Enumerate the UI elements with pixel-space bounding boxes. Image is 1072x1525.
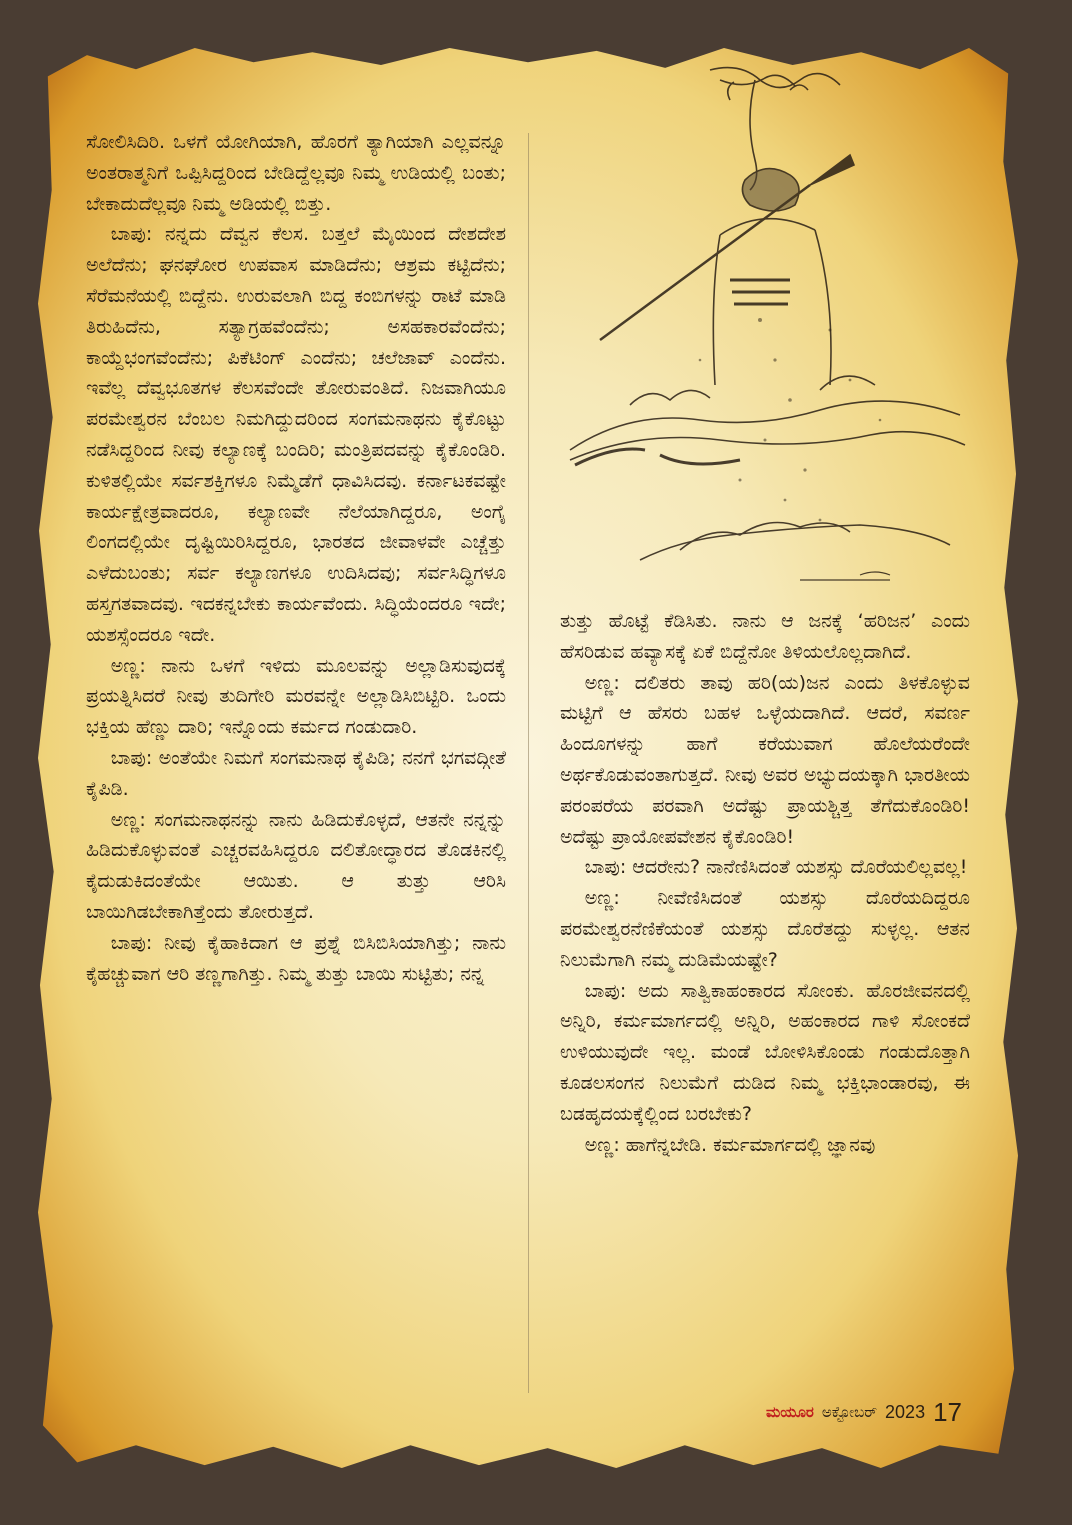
paragraph: ಅಣ್ಣ: ಹಾಗೆನ್ನಬೇಡಿ. ಕರ್ಮಮಾರ್ಗದಲ್ಲಿ ಜ್ಞಾನವು (584, 1133, 876, 1156)
paragraph: ತುತ್ತು ಹೊಟ್ಟೆ ಕೆಡಿಸಿತು. ನಾನು ಆ ಜನಕ್ಕೆ ‘ಹರಿಜನ’ ಎಂದು ಹೆಸರಿಡುವ ಹವ್ಯಾಸಕ್ಕೆ ಏಕೆ ಬಿದ್ದೆನೋ ತಿಳಿಯಲೊಲ್ಲದಾಗಿದೆ. (560, 610, 970, 663)
paragraph: ಅಣ್ಣ: ನೀವೆಣಿಸಿದಂತೆ ಯಶಸ್ಸು ದೊರೆಯದಿದ್ದರೂ ಪರಮೇಶ್ವರನೆಣಿಕೆಯಂತೆ ಯಶಸ್ಸು ದೊರೆತದ್ದು ಸುಳ್ಳಲ್ಲ. ಆತನ ನಿಲುಮೆಗಾಗಿ ನಮ್ಮ ದುಡಿಮೆಯಷ್ಟೇ? (560, 887, 970, 971)
shivalinga-illustration (560, 60, 970, 590)
paragraph: ಅಣ್ಣ: ನಾನು ಒಳಗೆ ಇಳಿದು ಮೂಲವನ್ನು ಅಲ್ಲಾಡಿಸುವುದಕ್ಕೆ ಪ್ರಯತ್ನಿಸಿದರೆ ನೀವು ತುದಿಗೇರಿ ಮರವನ್ನೇ ಅಲ್ಲಾಡಿಸಿಬಿಟ್ಟಿರಿ. ಒಂದು ಭಕ್ತಿಯ ಹೆಣ್ಣು ದಾರಿ; ಇನ್ನೊಂದು ಕರ್ಮದ ಗಂಡುದಾರಿ. (86, 654, 506, 739)
column-divider (528, 133, 529, 1393)
magazine-brand: ಮಯೂರ (766, 1403, 814, 1421)
page-footer (700, 1394, 962, 1430)
page-number: 17 (933, 1396, 962, 1427)
paragraph: ಬಾಪು: ಆದರೇನು? ನಾನೆಣಿಸಿದಂತೆ ಯಶಸ್ಸು ದೊರೆಯಲಿಲ್ಲವಲ್ಲ! (584, 856, 968, 879)
issue-month: ಅಕ್ಟೋಬರ್ (821, 1403, 878, 1421)
paragraph: ಸೋಲಿಸಿದಿರಿ. ಒಳಗೆ ಯೋಗಿಯಾಗಿ, ಹೊರಗೆ ತ್ಯಾಗಿಯಾಗಿ ಎಲ್ಲವನ್ನೂ ಅಂತರಾತ್ಮನಿಗೆ ಒಪ್ಪಿಸಿದ್ದರಿಂದ ಬೇಡಿದ್ದೆಲ್ಲವೂ ನಿಮ್ಮ ಉಡಿಯಲ್ಲಿ ಬಂತು; ಬೇಕಾದುದೆಲ್ಲವೂ ನಿಮ್ಮ ಅಡಿಯಲ್ಲಿ ಬಿತ್ತು. (86, 131, 506, 215)
issue-year: 2023 (885, 1401, 926, 1422)
paragraph: ಅಣ್ಣ: ದಲಿತರು ತಾವು ಹರಿ(ಯ)ಜನ ಎಂದು ತಿಳಕೊಳ್ಳುವ ಮಟ್ಟಿಗೆ ಆ ಹೆಸರು ಬಹಳ ಒಳ್ಳೆಯದಾಗಿದೆ. ಆದರೆ, ಸವರ್ಣ ಹಿಂದೂಗಳನ್ನು ಹಾಗೆ ಕರೆಯುವಾಗ ಹೊಲೆಯರೆಂದೇ ಅರ್ಥಕೊಡುವಂತಾಗುತ್ತದೆ. ನೀವು ಅವರ ಅಭ್ಯುದಯಕ್ಕಾಗಿ ಭಾರತೀಯ ಪರಂಪರೆಯ ಪರವಾಗಿ ಅದೆಷ್ಟು ಪ್ರಾಯಶ್ಚಿತ್ತ ತೆಗೆದುಕೊಂಡಿರಿ! ಅದೆಷ್ಟು ಪ್ರಾಯೋಪವೇಶನ ಕೈಕೊಂಡಿರಿ! (560, 671, 970, 848)
paragraph: ಬಾಪು: ನೀವು ಕೈಹಾಕಿದಾಗ ಆ ಪ್ರಶ್ನೆ ಬಿಸಿಬಿಸಿಯಾಗಿತ್ತು; ನಾನು ಕೈಹಚ್ಚುವಾಗ ಆರಿ ತಣ್ಣಗಾಗಿತ್ತು. ನಿಮ್ಮ ತುತ್ತು ಬಾಯಿ ಸುಟ್ಟಿತು; ನನ್ನ (86, 931, 506, 985)
paragraph: ಬಾಪು: ಅದು ಸಾತ್ವಿಕಾಹಂಕಾರದ ಸೋಂಕು. ಹೊರಜೀವನದಲ್ಲಿ ಅನ್ನಿರಿ, ಕರ್ಮಮಾರ್ಗದಲ್ಲಿ ಅನ್ನಿರಿ, ಅಹಂಕಾರದ ಗಾಳಿ ಸೋಂಕದೆ ಉಳಿಯುವುದೇ ಇಲ್ಲ. ಮಂಡೆ ಬೋಳಿಸಿಕೊಂಡು ಗಂಡುದೊತ್ತಾಗಿ ಕೂಡಲಸಂಗನ ನಿಲುಮೆಗೆ ದುಡಿದ ನಿಮ್ಮ ಭಕ್ತಿಭಾಂಡಾರವು, ಈ ಬಡಹೃದಯಕ್ಕೆಲ್ಲಿಂದ ಬರಬೇಕು? (560, 979, 970, 1125)
right-column (560, 606, 970, 1160)
left-column (86, 127, 506, 989)
paragraph: ಬಾಪು: ಅಂತೆಯೇ ನಿಮಗೆ ಸಂಗಮನಾಥ ಕೈಪಿಡಿ; ನನಗೆ ಭಗವದ್ಗೀತೆ ಕೈಪಿಡಿ. (86, 746, 506, 800)
paragraph: ಅಣ್ಣ: ಸಂಗಮನಾಥನನ್ನು ನಾನು ಹಿಡಿದುಕೊಳ್ಳದೆ, ಆತನೇ ನನ್ನನ್ನು ಹಿಡಿದುಕೊಳ್ಳುವಂತೆ ಎಚ್ಚರವಹಿಸಿದ್ದರೂ ದಲಿತೋದ್ಧಾರದ ತೊಡಕಿನಲ್ಲಿ ಕೈದುಡುಕಿದಂತೆಯೇ ಆಯಿತು. ಆ ತುತ್ತು ಆರಿಸಿ ಬಾಯಿಗಿಡಬೇಕಾಗಿತ್ತೆಂದು ತೋರುತ್ತದೆ. (86, 808, 506, 923)
paragraph: ಬಾಪು: ನನ್ನದು ದೆವ್ವನ ಕೆಲಸ. ಬತ್ತಲೆ ಮೈಯಿಂದ ದೇಶದೇಶ ಅಲೆದೆನು; ಘನಘೋರ ಉಪವಾಸ ಮಾಡಿದೆನು; ಆಶ್ರಮ ಕಟ್ಟಿದೆನು; ಸೆರೆಮನೆಯಲ್ಲಿ ಬಿದ್ದೆನು. ಉರುವಲಾಗಿ ಬಿದ್ದ ಕಂಬಿಗಳನ್ನು ರಾಟೆ ಮಾಡಿ ತಿರುಹಿದೆನು, ಸತ್ಯಾಗ್ರಹವೆಂದೆನು; ಅಸಹಕಾರವೆಂದೆನು; ಕಾಯ್ದೆಭಂಗವೆಂದೆನು; ಪಿಕೆಟಿಂಗ್ ಎಂದೆನು; ಚಲೆಜಾವ್ ಎಂದೆನು. ಇವೆಲ್ಲ ದೆವ್ವಭೂತಗಳ ಕೆಲಸವೆಂದೇ ತೋರುವಂತಿದೆ. ನಿಜವಾಗಿಯೂ ಪರಮೇಶ್ವರನ ಬೆಂಬಲ ನಿಮಗಿದ್ದುದರಿಂದ ಸಂಗಮನಾಥನು ಕೈಕೊಟ್ಟು ನಡೆಸಿದ್ದರಿಂದ ನೀವು ಕಲ್ಯಾಣಕ್ಕೆ ಬಂದಿರಿ; ಮಂತ್ರಿಪದವನ್ನು ಕೈಕೊಂಡಿರಿ. ಕುಳಿತಲ್ಲಿಯೇ ಸರ್ವಶಕ್ತಿಗಳೂ ನಿಮ್ಮೆಡೆಗೆ ಧಾವಿಸಿದವು. ಕರ್ನಾಟಕವಷ್ಟೇ ಕಾರ್ಯಕ್ಷೇತ್ರವಾದರೂ, ಕಲ್ಯಾಣವೇ ನೆಲೆಯಾಗಿದ್ದರೂ, ಅಂಗೈ ಲಿಂಗದಲ್ಲಿಯೇ ದೃಷ್ಟಿಯಿರಿಸಿದ್ದರೂ, ಭಾರತದ ಜೀವಾಳವೇ ಎಚ್ಚೆತ್ತು ಎಳೆದುಬಂತು; ಸರ್ವ ಕಲ್ಯಾಣಗಳೂ ಉದಿಸಿದವು; ಸರ್ವಸಿದ್ಧಿಗಳೂ ಹಸ್ತಗತವಾದವು. ಇದಕನ್ನಬೇಕು ಕಾರ್ಯವೆಂದು. ಸಿದ್ಧಿಯೆಂದರೂ ಇದೇ; ಯಶಸ್ಸೆಂದರೂ ಇದೇ. (86, 223, 506, 646)
